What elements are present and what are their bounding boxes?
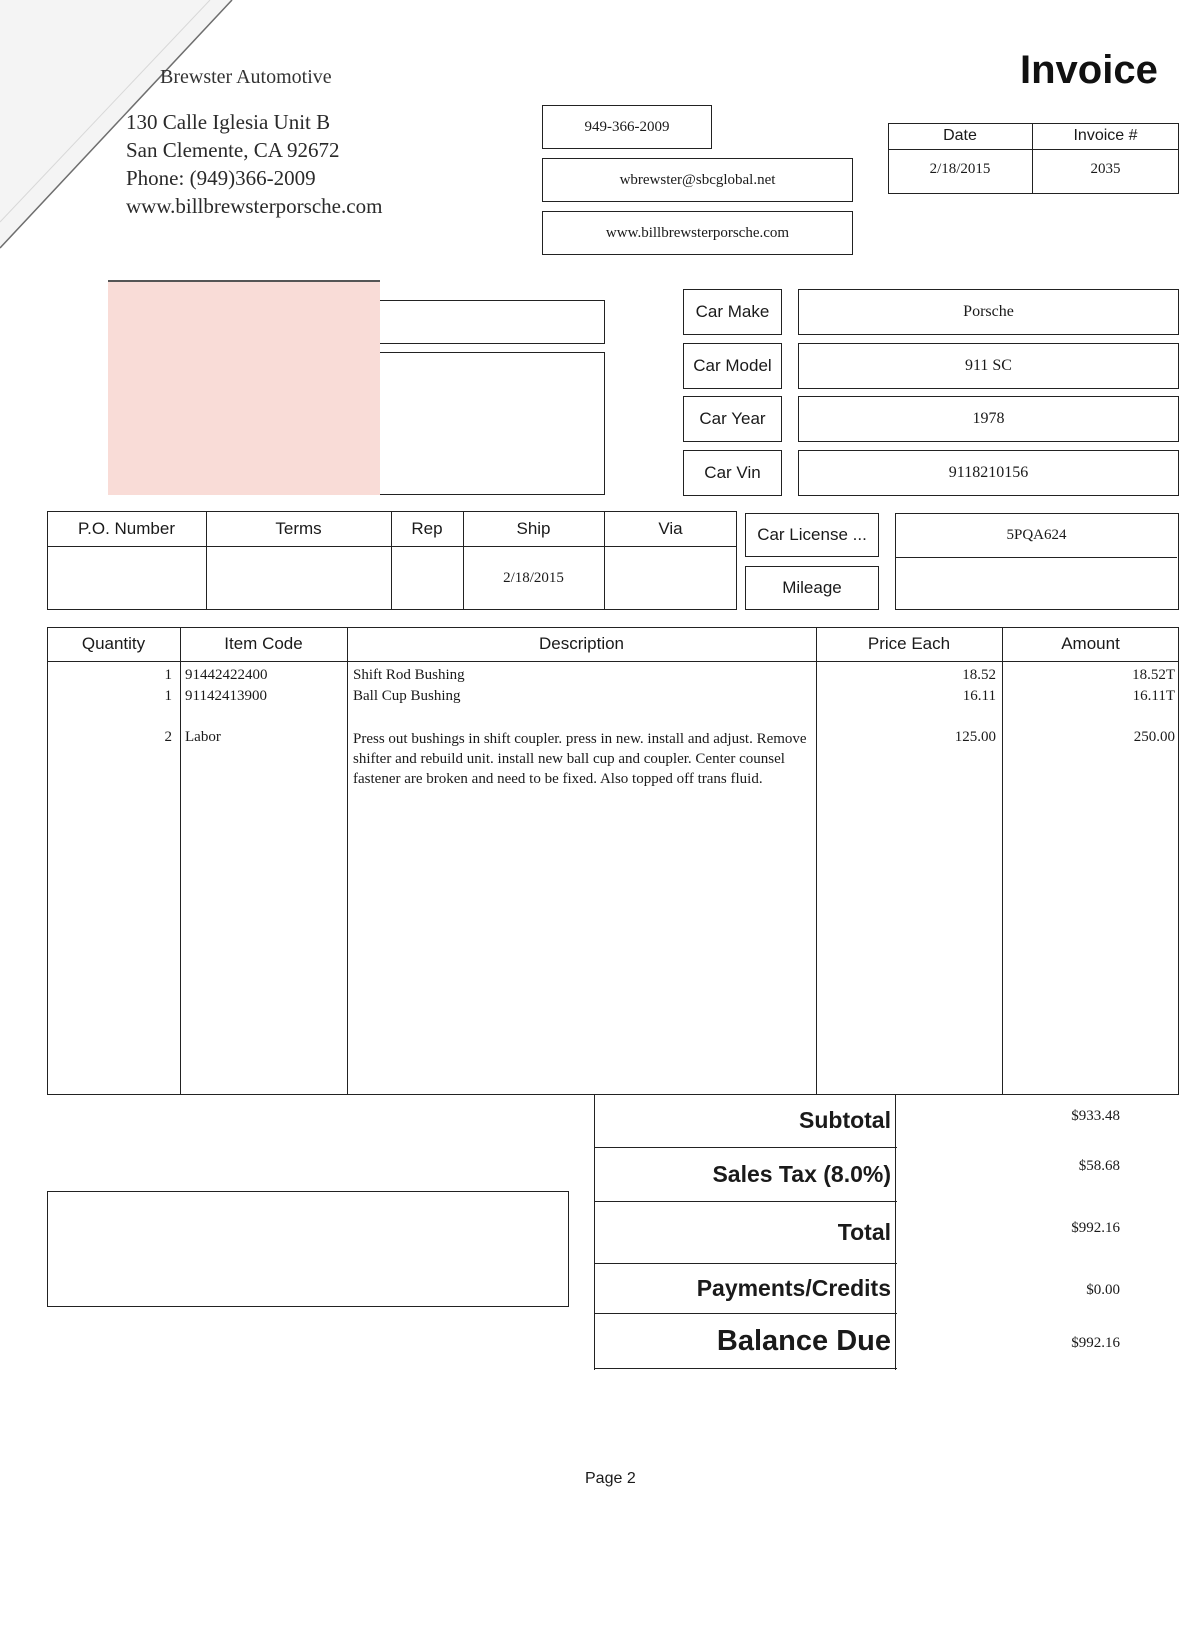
row-1-item-code: 91442422400 xyxy=(185,667,268,683)
email-box: wbrewster@sbcglobal.net xyxy=(542,158,853,202)
car-make-value: Porsche xyxy=(798,289,1179,335)
redaction-sticker xyxy=(108,282,380,495)
terms-value xyxy=(206,546,391,610)
date-header: Date xyxy=(943,127,977,144)
row-3-amount: 250.00 xyxy=(1133,729,1175,745)
car-vin-label: Car Vin xyxy=(683,450,782,496)
row-2-description: Ball Cup Bushing xyxy=(353,688,461,704)
ship-value: 2/18/2015 xyxy=(503,569,564,586)
mileage-label: Mileage xyxy=(745,566,879,610)
row-3-item-code: Labor xyxy=(185,729,221,745)
mileage-value xyxy=(896,558,1177,608)
address-line-1: 130 Calle Iglesia Unit B xyxy=(126,110,331,134)
row-3-quantity: 2 xyxy=(164,729,172,745)
car-license-value: 5PQA624 xyxy=(1006,527,1067,543)
row-2-amount: 16.11T xyxy=(1132,688,1175,704)
row-1-description: Shift Rod Bushing xyxy=(353,667,465,683)
row-3-description: Press out bushings in shift coupler. press in new. install and adjust. Remove shifter and rebuild unit. install new ball cup and coupler. Center counsel fastener are broken and need to be fixed. Also topped off trans fluid. xyxy=(353,731,807,787)
items-table xyxy=(47,627,1179,1095)
car-model-value: 911 SC xyxy=(798,343,1179,389)
order-info-table xyxy=(47,511,737,610)
rep-value xyxy=(391,546,463,610)
invoice-number-value: 2035 xyxy=(1090,160,1121,177)
car-year-value: 1978 xyxy=(798,396,1179,442)
subtotal-label: Subtotal xyxy=(799,1107,891,1133)
total-value: $992.16 xyxy=(1071,1220,1120,1236)
rep-header: Rep xyxy=(411,518,443,538)
totals-labels xyxy=(594,1095,897,1370)
page-number: Page 2 xyxy=(585,1470,636,1487)
address-line-2: San Clemente, CA 92672 xyxy=(126,138,340,162)
terms-header: Terms xyxy=(275,518,322,538)
quantity-header: Quantity xyxy=(81,634,146,653)
document-title: Invoice xyxy=(1020,48,1158,92)
po-number-header: P.O. Number xyxy=(77,518,175,538)
sales-tax-value: $58.68 xyxy=(1078,1158,1120,1174)
row-1-quantity: 1 xyxy=(164,667,172,683)
po-number-value xyxy=(47,546,206,610)
row-2-item-code: 91142413900 xyxy=(185,688,267,704)
payments-credits-label: Payments/Credits xyxy=(696,1275,891,1301)
license-mileage-values xyxy=(895,513,1179,610)
car-model-label: Car Model xyxy=(683,343,782,389)
payments-credits-value: $0.00 xyxy=(1086,1282,1120,1298)
company-name: Brewster Automotive xyxy=(160,66,332,88)
total-label: Total xyxy=(837,1219,891,1245)
via-value xyxy=(604,546,737,610)
row-3-price: 125.00 xyxy=(954,729,996,745)
company-address xyxy=(126,108,382,220)
ship-header: Ship xyxy=(516,518,551,538)
invoice-number-header: Invoice # xyxy=(1073,127,1138,144)
phone-box: 949-366-2009 xyxy=(542,105,712,149)
sales-tax-label: Sales Tax (8.0%) xyxy=(712,1161,891,1187)
memo-box xyxy=(47,1191,569,1307)
website-box: www.billbrewsterporsche.com xyxy=(542,211,853,255)
amount-header: Amount xyxy=(1061,634,1120,653)
row-1-amount: 18.52T xyxy=(1132,667,1175,683)
item-code-header: Item Code xyxy=(224,634,303,653)
car-vin-value: 9118210156 xyxy=(798,450,1179,496)
subtotal-value: $933.48 xyxy=(1071,1108,1120,1124)
row-2-quantity: 1 xyxy=(164,688,172,704)
invoice-meta-table xyxy=(888,123,1179,194)
car-make-label: Car Make xyxy=(683,289,782,335)
car-license-label: Car License ... xyxy=(745,513,879,557)
row-2-price: 16.11 xyxy=(962,688,996,704)
date-value: 2/18/2015 xyxy=(929,160,991,177)
row-1-price: 18.52 xyxy=(962,667,996,683)
car-year-label: Car Year xyxy=(683,396,782,442)
price-each-header: Price Each xyxy=(867,634,951,653)
company-website: www.billbrewsterporsche.com xyxy=(126,194,383,218)
sticker-edge xyxy=(108,280,380,282)
balance-due-value: $992.16 xyxy=(1071,1335,1120,1351)
description-header: Description xyxy=(538,634,625,653)
via-header: Via xyxy=(658,518,683,538)
balance-due-label: Balance Due xyxy=(716,1325,891,1357)
company-phone: Phone: (949)366-2009 xyxy=(126,166,316,190)
